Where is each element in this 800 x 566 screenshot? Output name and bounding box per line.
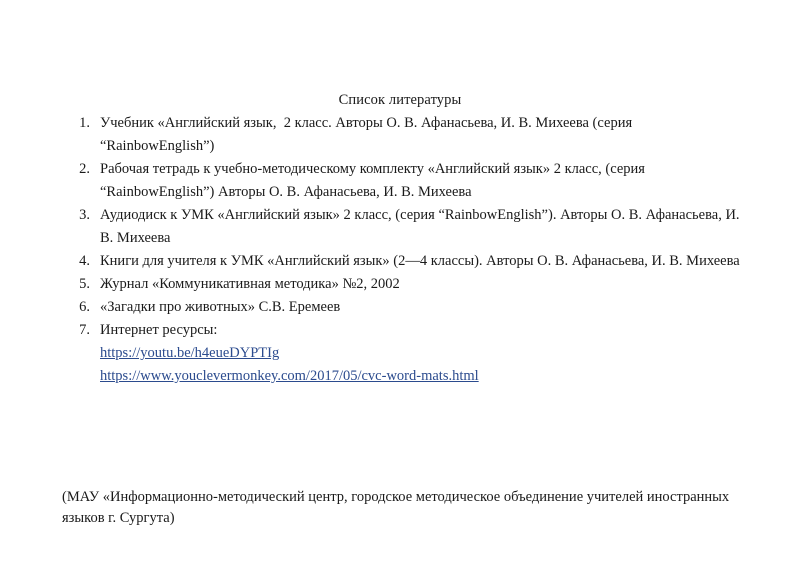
- list-item-number: 1.: [79, 115, 90, 131]
- list-item-text: Аудиодиск к УМК «Английский язык» 2 класс, (серия “RainbowEnglish”). Авторы О. В. Афанасьева, И. В. Михеева: [100, 207, 744, 246]
- list-item-text: Журнал «Коммуникативная методика» №2, 2002: [100, 276, 400, 292]
- footer-line-1: (МАУ «Информационно-методический центр, городское методическое объединение учителей иностранных: [62, 489, 730, 505]
- list-item-text: Рабочая тетрадь к учебно-методическому комплекту «Английский язык» 2 класс, (серия “RainbowEnglish”) Авторы О. В. Афанасьева, И. В. Михеева: [100, 161, 649, 200]
- list-item: [62, 204, 742, 250]
- hyperlink-list: [62, 342, 742, 388]
- list-item-number: 7.: [79, 322, 90, 338]
- list-item-number: 5.: [79, 276, 90, 292]
- page-title: Список литературы: [338, 92, 462, 108]
- list-item-text: Книги для учителя к УМК «Английский язык» (2—4 классы). Авторы О. В. Афанасьева, И. В. Михеева: [100, 253, 740, 269]
- list-item-number: 2.: [79, 161, 90, 177]
- footer-line-2: языков г. Сургута): [62, 510, 175, 526]
- list-item-number: 6.: [79, 299, 90, 315]
- list-item-number: 4.: [79, 253, 90, 269]
- list-item-internet-resources: [62, 319, 742, 342]
- list-item: [62, 250, 742, 273]
- hyperlink-youtube[interactable]: https://youtu.be/h4eueDYPTIg: [100, 345, 280, 361]
- list-item-text: Учебник «Английский язык, 2 класс. Авторы О. В. Афанасьева, И. В. Михеева (серия “RainbowEnglish”): [100, 115, 636, 154]
- list-item: [62, 112, 742, 158]
- list-item-text: «Загадки про животных» С.В. Еремеев: [100, 299, 341, 315]
- footer-paragraph: [62, 487, 738, 529]
- list-item: [62, 296, 742, 319]
- list-item: [62, 158, 742, 204]
- list-item-text: Интернет ресурсы:: [100, 322, 218, 338]
- list-item: [62, 273, 742, 296]
- list-item-number: 3.: [79, 207, 90, 223]
- reference-list: [62, 112, 742, 388]
- hyperlink-youclevermonkey[interactable]: https://www.youclevermonkey.com/2017/05/cvc-word-mats.html: [100, 368, 479, 384]
